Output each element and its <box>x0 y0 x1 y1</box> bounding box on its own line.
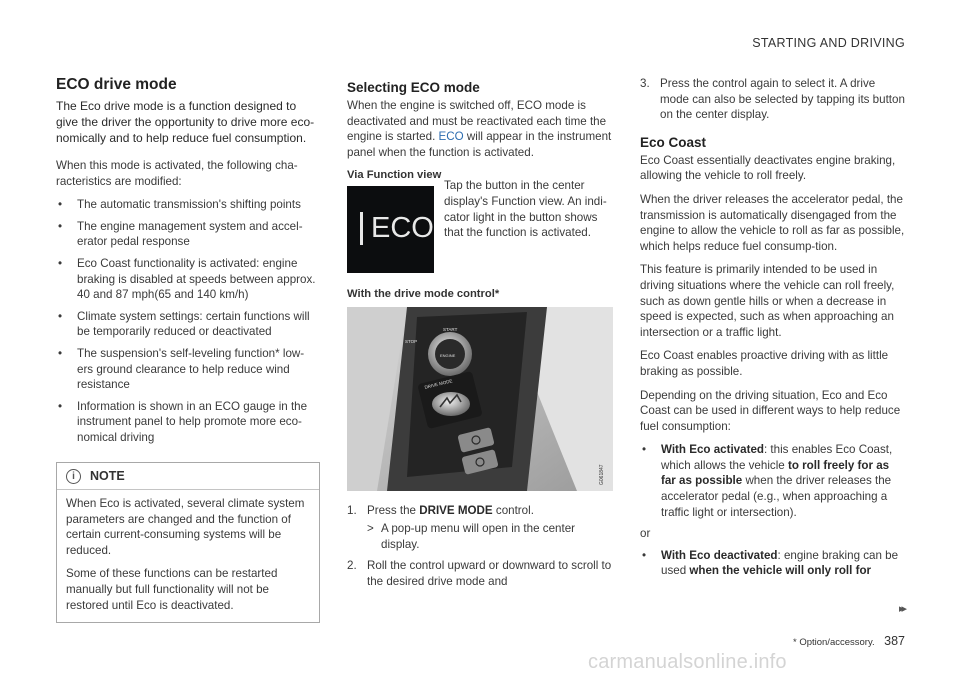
intro-text: The Eco drive mode is a function designed to give the driver the opportunity to drive more eco-nomically and to help reduce fuel consumption. <box>56 99 315 145</box>
bold-term: With Eco deactivated <box>661 548 778 562</box>
item-text: when the driver releases the accelerator pedal (e.g., when approaching a traffic light or intersection). <box>661 474 892 519</box>
substep <box>367 521 615 552</box>
start-label: START <box>443 327 458 333</box>
continue-arrows-icon: ▸▸ <box>898 603 904 615</box>
or-text: or <box>640 527 651 541</box>
eco-indicator-text: ECO <box>438 130 464 144</box>
step-number: 1. <box>347 504 357 518</box>
list-item: • Eco Coast functionality is activated: engine braking is disabled at speeds between approx. 40 and 87 mph(65 and 140 km/h) <box>56 256 320 303</box>
selecting-eco-title: Selecting ECO mode <box>347 80 480 95</box>
eco-button-label: ECO <box>371 212 434 245</box>
page-number: 387 <box>884 634 905 648</box>
characteristics-list <box>56 197 320 445</box>
item-text: : this enables Eco Coast, which allows the vehicle <box>661 443 893 472</box>
list-item: • The automatic transmission's shifting points <box>56 197 320 213</box>
left-column <box>56 76 320 623</box>
stop-label: STOP <box>405 339 418 345</box>
middle-column <box>347 80 615 595</box>
divider <box>57 489 319 490</box>
step-text: Press the control again to select it. A drive mode can also be selected by tapping its button on the center display. <box>660 77 905 122</box>
drive-mode-control-name: DRIVE MODE <box>419 504 493 518</box>
list-item: • The engine management system and accel-erator pedal response <box>56 219 320 250</box>
note-heading-label: NOTE <box>90 468 125 483</box>
right-column <box>640 76 906 585</box>
list-item <box>347 503 615 552</box>
engine-label: ENGINE <box>440 353 456 359</box>
step-text: Roll the control upward or downward to scroll to the desired drive mode and <box>367 559 612 588</box>
drive-mode-control-photo <box>347 307 613 491</box>
eco-coast-title: Eco Coast <box>640 134 707 150</box>
bold-term: With Eco activated <box>661 443 764 457</box>
paragraph: Eco Coast essentially deactivates engine braking, allowing the vehicle to roll freely. <box>640 153 896 183</box>
result-marker: > <box>367 521 374 535</box>
steps-list <box>640 76 906 123</box>
paragraph <box>347 98 615 160</box>
bold-term: to roll freely for as far as possible <box>661 458 890 488</box>
substep-text: A pop-up menu will open in the center display. <box>381 521 575 551</box>
note-text: Some of these functions can be restarted manually but full functionality will not be restored until Eco is deactivated. <box>66 567 278 612</box>
item-text: : engine braking can be used <box>661 548 899 578</box>
section-header: STARTING AND DRIVING <box>752 36 905 50</box>
via-text: Tap the button in the center display's Function view. An indi-cator light in the button shows that the function is activated. <box>444 179 607 240</box>
intro-part: When the engine is switched off, ECO mode is deactivated and must be reactivated each time the engine is started. <box>347 99 607 144</box>
step-number: 3. <box>640 77 650 90</box>
list-item <box>347 558 615 589</box>
page-footer <box>793 634 905 648</box>
steps-list <box>347 503 615 589</box>
list-item: • Information is shown in an ECO gauge in the instrument panel to help promote more eco-nomical driving <box>56 399 320 446</box>
note-text: When Eco is activated, several climate system parameters are changed and the function of certain current-consuming systems will be reduced. <box>66 497 305 557</box>
note-heading <box>66 469 310 485</box>
list-item: • The suspension's self-leveling function* low-ers ground clearance to help reduce wind resistance <box>56 346 320 393</box>
via-function-view <box>347 179 615 273</box>
eco-options-list <box>640 442 906 520</box>
watermark: carmanualsonline.info <box>588 651 787 673</box>
note-box <box>56 462 320 624</box>
paragraph: Eco Coast enables proactive driving with as little braking as possible. <box>640 349 889 378</box>
console-illustration <box>347 307 613 491</box>
eco-button-image <box>347 186 434 273</box>
list-item <box>640 76 906 123</box>
paragraph: Depending on the driving situation, Eco and Eco Coast can be used in different ways to help reduce fuel consumption: <box>640 388 901 433</box>
list-item: • Climate system settings: certain functions will be temporarily reduced or deactivated <box>56 309 320 340</box>
info-icon: i <box>66 469 81 484</box>
list-item <box>640 442 906 520</box>
drive-mode-label: DRIVE MODE <box>424 378 453 391</box>
paragraph: This feature is primarily intended to be used in driving situations where the vehicle can roll freely, such as down gentle hills or when a decrease in speed is expected, such as when approaching an intersection or a traffic light. <box>640 263 895 339</box>
eco-drive-mode-title: ECO drive mode <box>56 76 177 93</box>
step-text: control. <box>495 504 534 518</box>
intro-part: will appear in the instrument panel when the function is activated. <box>347 130 612 159</box>
via-function-view-heading: Via Function view <box>347 169 442 182</box>
eco-options-list <box>640 548 906 579</box>
step-text: Press the <box>367 504 416 518</box>
drive-mode-control-heading: With the drive mode control* <box>347 288 500 301</box>
list-item <box>640 548 906 579</box>
paragraph: When the driver releases the accelerator pedal, the transmission is automatically disengaged from the engine to allow the vehicle to roll as far as possible, which helps reduce fuel consump-tion. <box>640 192 905 253</box>
step-number: 2. <box>347 559 357 573</box>
image-code: G061847 <box>599 464 605 486</box>
paragraph: When this mode is activated, the following cha-racteristics are modified: <box>56 159 298 188</box>
footnote: * Option/accessory. <box>792 637 875 648</box>
bold-term: when the vehicle will only roll for <box>689 564 872 578</box>
indicator-light <box>360 212 363 245</box>
